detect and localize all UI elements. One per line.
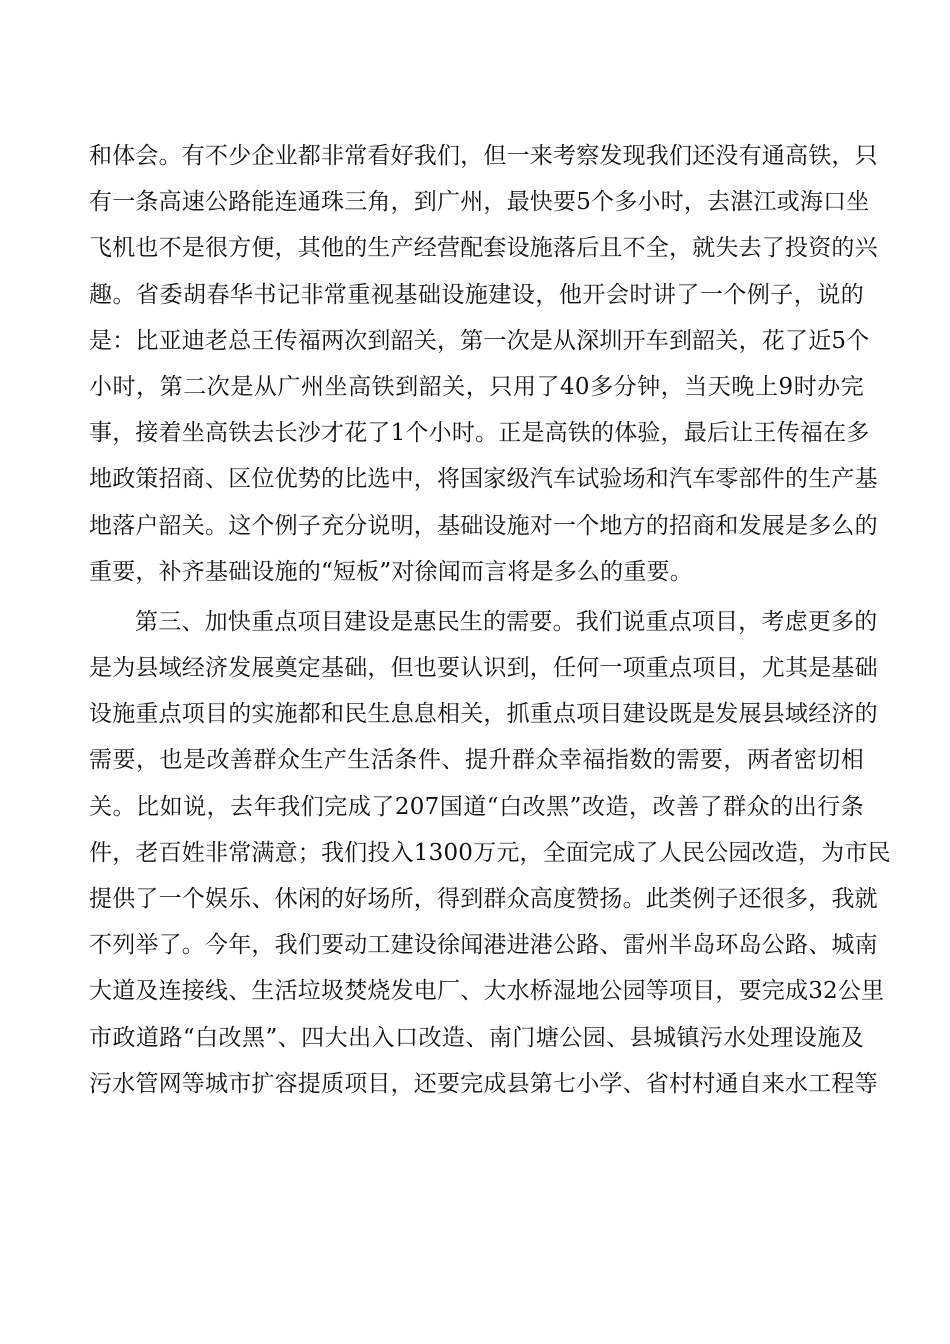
text-line: 污水管网等城市扩容提质项目，还要完成县第七小学、省村村通自来水工程等 [89,1070,878,1097]
text-line: 件，老百姓非常满意；我们投入1300万元，全面完成了人民公园改造，为市民 [89,839,891,866]
text-line: 飞机也不是很方便，其他的生产经营配套设施落后且不全，就失去了投资的兴 [89,235,878,262]
text-line: 是：比亚迪老总王传福两次到韶关，第一次是从深圳开车到韶关，花了近5个 [89,327,870,354]
text-line: 地落户韶关。这个例子充分说明，基础设施对一个地方的招商和发展是多么的 [89,512,878,539]
text-line: 市政道路“白改黑”、四大出入口改造、南门塘公园、县城镇污水处理设施及 [89,1024,864,1051]
text-line: 重要，补齐基础设施的“短板”对徐闻而言将是多么的重要。 [89,558,693,585]
text-line: 不列举了。今年，我们要动工建设徐闻港进港公路、雷州半岛环岛公路、城南 [89,932,878,959]
text-line: 关。比如说，去年我们完成了207国道“白改黑”改造，改善了群众的出行条 [89,793,864,820]
body-text [89,133,891,1107]
text-line: 是为县域经济发展奠定基础，但也要认识到，任何一项重点项目，尤其是基础 [89,655,878,682]
text-line: 提供了一个娱乐、休闲的好场所，得到群众高度赞扬。此类例子还很多，我就 [89,886,878,912]
text-line: 趣。省委胡春华书记非常重视基础设施建设，他开会时讲了一个例子，说的 [89,281,864,308]
text-line: 设施重点项目的实施都和民生息息相关，抓重点项目建设既是发展县域经济的 [89,701,878,728]
text-line: 和体会。有不少企业都非常看好我们，但一来考察发现我们还没有通高铁，只 [89,143,878,169]
text-line: 有一条高速公路能连通珠三角，到广州，最快要5个多小时，去湛江或海口坐 [89,189,870,216]
text-line: 需要，也是改善群众生产生活条件、提升群众幸福指数的需要，两者密切相 [89,747,864,774]
text-line: 小时，第二次是从广州坐高铁到韶关，只用了40多分钟，当天晚上9时办完 [89,373,864,400]
text-line: 事，接着坐高铁去长沙才花了1个小时。正是高铁的体验，最后让王传福在多 [89,420,870,447]
text-line: 第三、加快重点项目建设是惠民生的需要。我们说重点项目，考虑更多的 [135,608,878,635]
paragraph-1 [89,133,878,595]
text-line: 地政策招商、区位优势的比选中，将国家级汽车试验场和汽车零部件的生产基 [89,466,878,493]
paragraph-2 [89,599,891,1107]
text-line: 大道及连接线、生活垃圾焚烧发电厂、大水桥湿地公园等项目，要完成32公里 [89,978,885,1005]
